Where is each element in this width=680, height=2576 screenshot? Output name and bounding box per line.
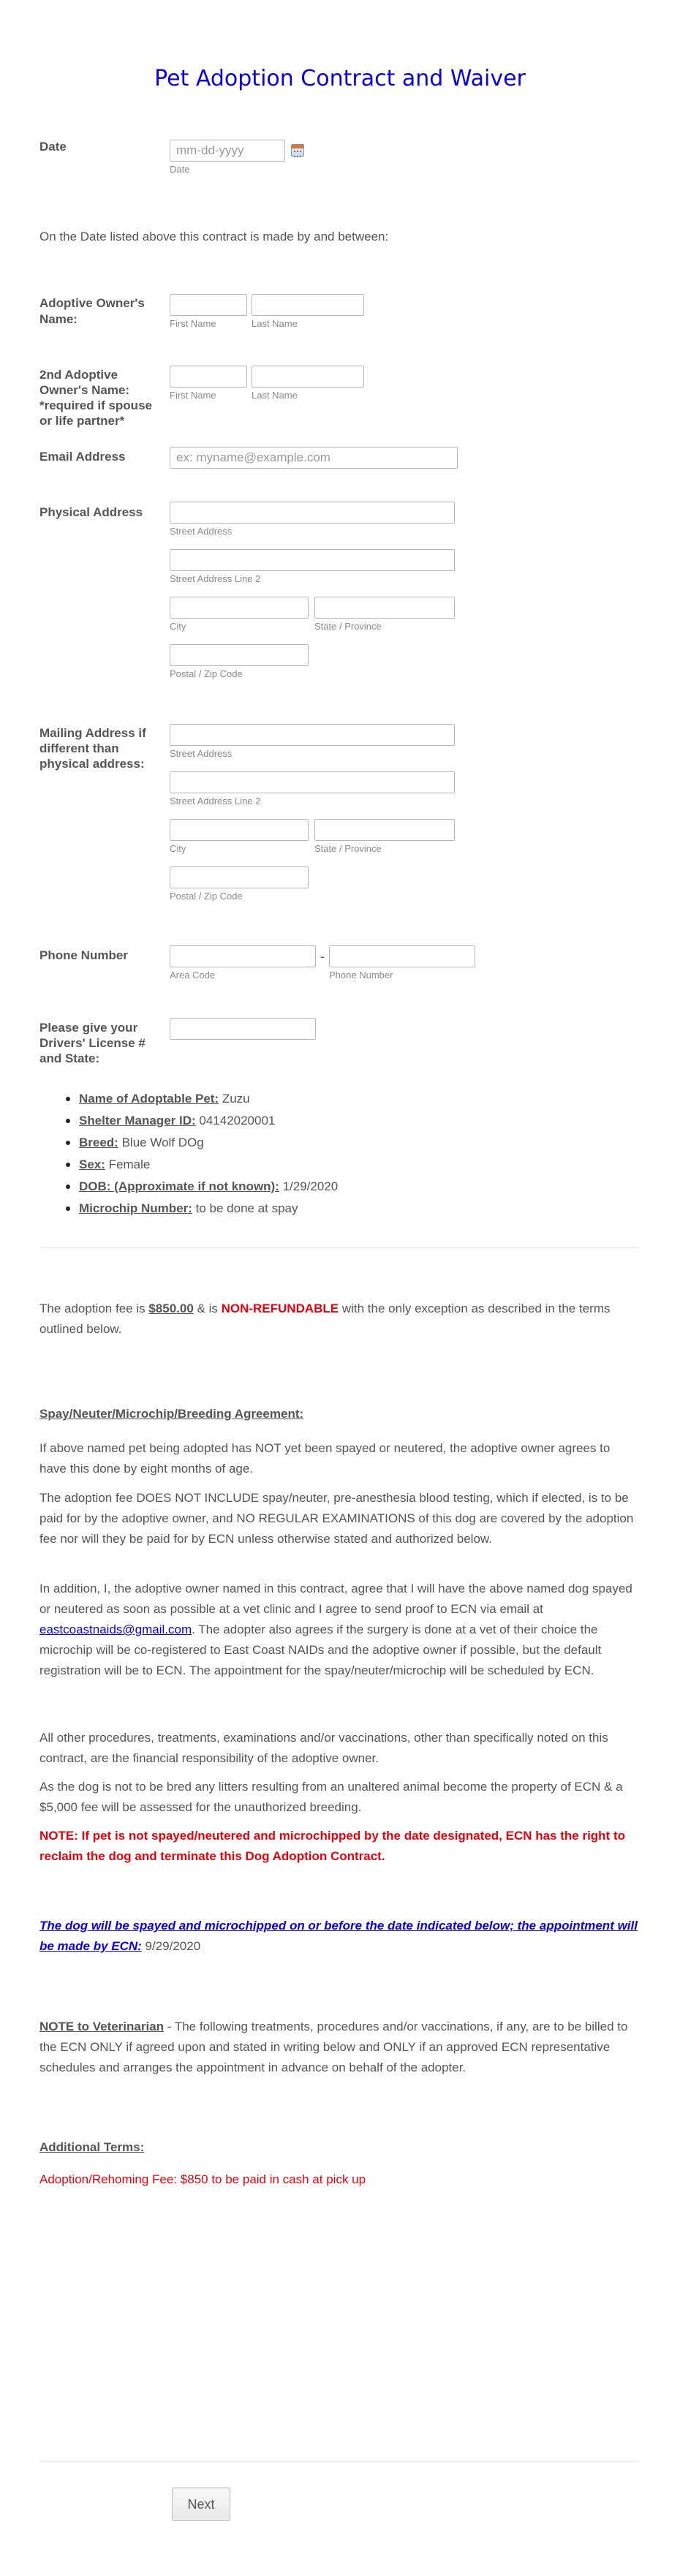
owner-first-name-input[interactable] bbox=[170, 294, 247, 316]
physical-city-sublabel: City bbox=[170, 621, 186, 632]
physical-address-label: Physical Address bbox=[39, 505, 143, 519]
physical-zip-sublabel: Postal / Zip Code bbox=[170, 668, 243, 679]
spay-paragraph-3: In addition, I, the adoptive owner named in this contract, agree that I will have the above named dog spayed or neutered as soon as possible at a vet clinic and I agree to send proof to ECN via email at eastcoastnaids@gmail.com. The adopter also agrees if the surgery is done at a vet of their choice the microchip will be co-registered to East Coast NAIDs and the adoptive owner if possible, but the default registration will be to ECN. The appointment for the spay/neuter/microchip will be scheduled by ECN. bbox=[39, 1582, 632, 1677]
list-item: Name of Adoptable Pet: Zuzu bbox=[79, 1088, 338, 1110]
mailing-street-input[interactable] bbox=[170, 724, 455, 746]
spay-paragraph-4: All other procedures, treatments, examinations and/or vaccinations, other than specifically noted on this contract, are the financial responsibility of the adoptive owner. bbox=[39, 1731, 608, 1765]
mailing-city-input[interactable] bbox=[170, 819, 309, 841]
mailing-address-label: Mailing Address if different than physical address: bbox=[39, 726, 146, 771]
physical-street2-sublabel: Street Address Line 2 bbox=[170, 573, 261, 584]
list-item: Sex: Female bbox=[79, 1154, 338, 1176]
list-item: Shelter Manager ID: 04142020001 bbox=[79, 1110, 338, 1132]
mailing-zip-input[interactable] bbox=[170, 866, 309, 888]
phone-area-code-input[interactable] bbox=[170, 945, 316, 967]
physical-zip-input[interactable] bbox=[170, 644, 309, 666]
mailing-state-input[interactable] bbox=[314, 819, 455, 841]
spay-agreement-heading: Spay/Neuter/Microchip/Breeding Agreement: bbox=[39, 1407, 304, 1421]
mailing-street2-sublabel: Street Address Line 2 bbox=[170, 796, 261, 807]
date-input[interactable] bbox=[170, 140, 285, 162]
owner-name-label: Adoptive Owner's Name: bbox=[39, 296, 145, 326]
pet-info-list bbox=[79, 1088, 338, 1220]
spay-paragraph-5: As the dog is not to be bred any litters resulting from an unaltered animal become the property of ECN & a $5,000 fee will be assessed for the unauthorized breeding. bbox=[39, 1780, 623, 1814]
spay-paragraph-2: The adoption fee DOES NOT INCLUDE spay/neuter, pre-anesthesia blood testing, which if elected, is to be paid for by the adoptive owner, and NO REGULAR EXAMINATIONS of this dog are covered by the adoption fee nor will they be paid for by ECN unless otherwise stated and authorized below. bbox=[39, 1491, 634, 1546]
intro-text: On the Date listed above this contract is made by and between: bbox=[39, 230, 389, 243]
additional-terms-heading: Additional Terms: bbox=[39, 2140, 145, 2154]
owner-last-sublabel: Last Name bbox=[252, 318, 298, 329]
owner-last-name-input[interactable] bbox=[252, 294, 364, 316]
calendar-icon[interactable] bbox=[291, 144, 304, 156]
physical-street2-input[interactable] bbox=[170, 549, 455, 571]
phone-number-input[interactable] bbox=[329, 945, 475, 967]
vet-note: NOTE to Veterinarian - The following treatments, procedures and/or vaccinations, if any, are to be billed to the ECN ONLY if agreed upon and stated in writing below and ONLY if an approved ECN representative schedules and arranges the appointment in advance on behalf of the adopter. bbox=[39, 2020, 628, 2074]
physical-city-input[interactable] bbox=[170, 597, 309, 619]
physical-state-sublabel: State / Province bbox=[314, 621, 382, 632]
list-item: Microchip Number: to be done at spay bbox=[79, 1198, 338, 1220]
mailing-city-sublabel: City bbox=[170, 843, 186, 854]
reclaim-note: NOTE: If pet is not spayed/neutered and microchipped by the date designated, ECN has the right to reclaim the dog and terminate this Dog Adoption Contract. bbox=[39, 1829, 625, 1863]
owner-first-sublabel: First Name bbox=[170, 318, 216, 329]
owner2-name-label: 2nd Adoptive Owner's Name: *required if spouse or life partner* bbox=[39, 368, 152, 428]
spay-date-text: The dog will be spayed and microchipped on or before the date indicated below; the appointment will be made by ECN: 9/29/2020 bbox=[39, 1919, 638, 1953]
owner2-last-sublabel: Last Name bbox=[252, 390, 298, 401]
ecn-email-link[interactable]: eastcoastnaids@gmail.com bbox=[39, 1623, 192, 1636]
list-item: Breed: Blue Wolf DOg bbox=[79, 1132, 338, 1154]
phone-number-sublabel: Phone Number bbox=[329, 970, 393, 981]
adoption-fee-text: The adoption fee is $850.00 & is NON-REFUNDABLE with the only exception as described in the terms outlined below. bbox=[39, 1302, 611, 1336]
physical-state-input[interactable] bbox=[314, 597, 455, 619]
owner2-first-name-input[interactable] bbox=[170, 366, 247, 388]
mailing-street2-input[interactable] bbox=[170, 771, 455, 793]
next-button[interactable]: Next bbox=[172, 2488, 230, 2521]
phone-label: Phone Number bbox=[39, 948, 128, 962]
list-item: DOB: (Approximate if not known): 1/29/2020 bbox=[79, 1176, 338, 1198]
email-input[interactable] bbox=[170, 447, 458, 469]
divider bbox=[39, 1247, 639, 1248]
mailing-state-sublabel: State / Province bbox=[314, 843, 382, 854]
phone-separator: - bbox=[320, 949, 325, 964]
date-label: Date bbox=[39, 140, 67, 154]
date-sublabel: Date bbox=[170, 164, 190, 175]
physical-street-input[interactable] bbox=[170, 502, 455, 524]
phone-area-sublabel: Area Code bbox=[170, 970, 216, 981]
mailing-street-sublabel: Street Address bbox=[170, 748, 233, 759]
license-label: Please give your Drivers' License # and State: bbox=[39, 1021, 146, 1065]
email-label: Email Address bbox=[39, 450, 126, 464]
form-title: Pet Adoption Contract and Waiver bbox=[154, 66, 526, 91]
physical-street-sublabel: Street Address bbox=[170, 526, 233, 537]
owner2-first-sublabel: First Name bbox=[170, 390, 216, 401]
additional-terms-text: Adoption/Rehoming Fee: $850 to be paid in cash at pick up bbox=[39, 2172, 366, 2186]
license-input[interactable] bbox=[170, 1018, 316, 1040]
owner2-last-name-input[interactable] bbox=[252, 366, 364, 388]
spay-paragraph-1: If above named pet being adopted has NOT yet been spayed or neutered, the adoptive owner agrees to have this done by eight months of age. bbox=[39, 1441, 611, 1476]
mailing-zip-sublabel: Postal / Zip Code bbox=[170, 891, 243, 902]
divider bbox=[39, 2461, 639, 2462]
